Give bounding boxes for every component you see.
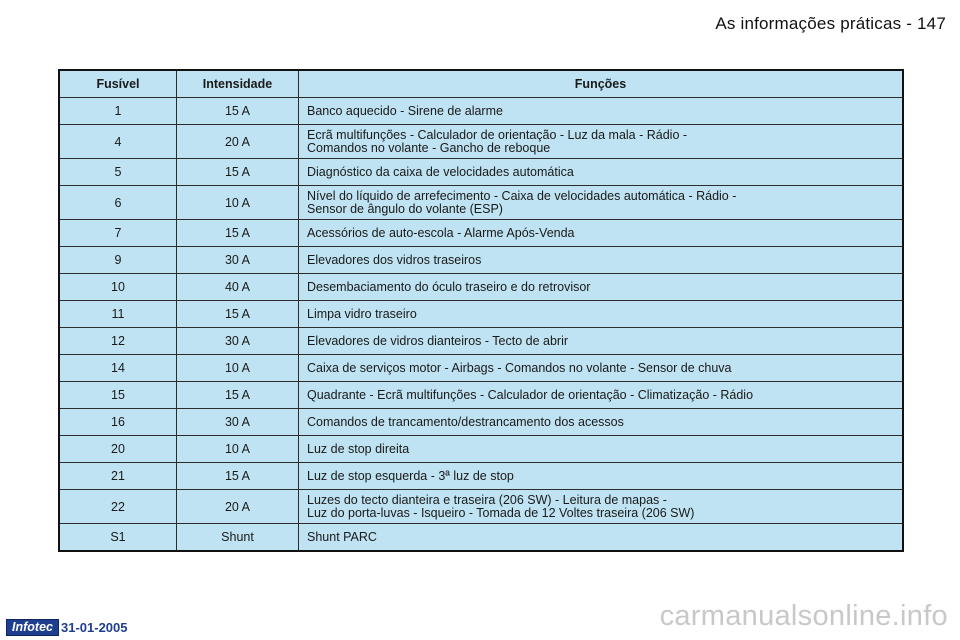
footer-date: 31-01-2005 (60, 620, 128, 635)
watermark: carmanualsonline.info (659, 600, 948, 632)
cell-functions: Luz de stop esquerda - 3ª luz de stop (299, 463, 904, 490)
cell-intensity: 15 A (177, 220, 299, 247)
cell-intensity: 15 A (177, 159, 299, 186)
cell-functions: Banco aquecido - Sirene de alarme (299, 98, 904, 125)
cell-intensity: 15 A (177, 301, 299, 328)
cell-intensity: 20 A (177, 490, 299, 524)
cell-fuse: 7 (59, 220, 177, 247)
cell-fuse: 12 (59, 328, 177, 355)
cell-intensity: 30 A (177, 247, 299, 274)
table-row (59, 382, 903, 409)
cell-functions: Caixa de serviços motor - Airbags - Comandos no volante - Sensor de chuva (299, 355, 904, 382)
table-row (59, 524, 903, 552)
cell-intensity: 30 A (177, 328, 299, 355)
cell-functions: Ecrã multifunções - Calculador de orientação - Luz da mala - Rádio - Comandos no volante - Gancho de reboque (299, 125, 904, 159)
cell-fuse: 15 (59, 382, 177, 409)
column-header-functions: Funções (299, 70, 904, 98)
column-header-fuse: Fusível (59, 70, 177, 98)
table-row (59, 125, 903, 159)
cell-intensity: 15 A (177, 382, 299, 409)
page-header: As informações práticas - 147 (715, 14, 946, 33)
table-row (59, 247, 903, 274)
cell-functions: Luzes do tecto dianteira e traseira (206 SW) - Leitura de mapas - Luz do porta-luvas - Isqueiro - Tomada de 12 Voltes traseira (206 SW) (299, 490, 904, 524)
cell-functions: Elevadores de vidros dianteiros - Tecto de abrir (299, 328, 904, 355)
cell-functions: Luz de stop direita (299, 436, 904, 463)
cell-fuse: 5 (59, 159, 177, 186)
table-row (59, 409, 903, 436)
cell-intensity: 20 A (177, 125, 299, 159)
table-row (59, 220, 903, 247)
cell-fuse: 9 (59, 247, 177, 274)
cell-functions: Limpa vidro traseiro (299, 301, 904, 328)
cell-intensity: 15 A (177, 463, 299, 490)
cell-fuse: 4 (59, 125, 177, 159)
cell-fuse: 10 (59, 274, 177, 301)
cell-fuse: 16 (59, 409, 177, 436)
cell-functions: Diagnóstico da caixa de velocidades automática (299, 159, 904, 186)
cell-functions: Quadrante - Ecrã multifunções - Calculador de orientação - Climatização - Rádio (299, 382, 904, 409)
cell-functions: Shunt PARC (299, 524, 904, 552)
table-row (59, 355, 903, 382)
cell-fuse: 22 (59, 490, 177, 524)
cell-intensity: 10 A (177, 355, 299, 382)
cell-intensity: Shunt (177, 524, 299, 552)
cell-intensity: 10 A (177, 186, 299, 220)
cell-intensity: 10 A (177, 436, 299, 463)
cell-fuse: 1 (59, 98, 177, 125)
fuse-table (58, 69, 904, 552)
cell-intensity: 40 A (177, 274, 299, 301)
table-row (59, 274, 903, 301)
table-row (59, 301, 903, 328)
cell-intensity: 30 A (177, 409, 299, 436)
footer (6, 619, 127, 636)
cell-functions: Comandos de trancamento/destrancamento dos acessos (299, 409, 904, 436)
cell-functions: Desembaciamento do óculo traseiro e do retrovisor (299, 274, 904, 301)
cell-functions: Elevadores dos vidros traseiros (299, 247, 904, 274)
cell-intensity: 15 A (177, 98, 299, 125)
cell-fuse: S1 (59, 524, 177, 552)
cell-fuse: 14 (59, 355, 177, 382)
cell-fuse: 21 (59, 463, 177, 490)
table-row (59, 463, 903, 490)
cell-functions: Nível do líquido de arrefecimento - Caixa de velocidades automática - Rádio - Sensor de ângulo do volante (ESP) (299, 186, 904, 220)
table-row (59, 159, 903, 186)
table-header-row (59, 70, 903, 98)
table-row (59, 436, 903, 463)
table-row (59, 328, 903, 355)
cell-fuse: 6 (59, 186, 177, 220)
table-row (59, 490, 903, 524)
cell-functions: Acessórios de auto-escola - Alarme Após-Venda (299, 220, 904, 247)
table-row (59, 98, 903, 125)
table-row (59, 186, 903, 220)
column-header-intensity: Intensidade (177, 70, 299, 98)
cell-fuse: 20 (59, 436, 177, 463)
cell-fuse: 11 (59, 301, 177, 328)
infotec-logo: Infotec (6, 619, 59, 636)
